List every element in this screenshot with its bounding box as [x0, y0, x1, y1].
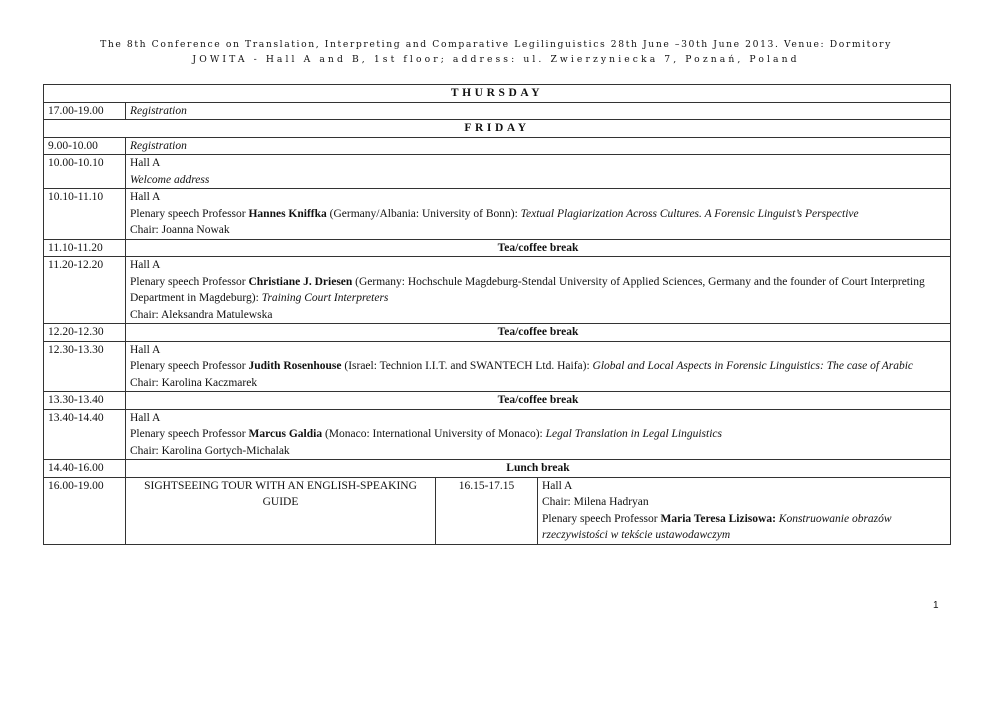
speech-prefix: Plenary speech Professor — [130, 428, 249, 440]
speaker-name: Judith Rosenhouse — [248, 360, 342, 372]
event-cell — [126, 189, 951, 240]
talk-title: Textual Plagiarization Across Cultures. A Forensic Linguist’s Perspective — [520, 207, 859, 220]
speaker-affiliation: (Germany: Hochschule Magdeburg-Stendal University of Applied Sciences, Germany and the founder of Court Interpreting Department in Magdeburg): — [130, 275, 925, 304]
tour-cell: SIGHTSEEING TOUR WITH AN ENGLISH-SPEAKING GUIDE — [126, 477, 436, 544]
time-cell: 16.00-19.00 — [44, 477, 126, 544]
table-row — [44, 137, 951, 155]
speech-prefix: Plenary speech Professor — [542, 512, 661, 525]
speaker-name: Christiane J. Driesen — [248, 275, 353, 288]
break-cell: Lunch break — [126, 460, 951, 478]
chair-line: Chair: Aleksandra Matulewska — [130, 308, 273, 321]
event-cell: Registration — [126, 102, 951, 120]
talk-title: Konstruowanie obrazów rzeczywistości w tekście ustawodawczym — [542, 512, 892, 541]
day-title: THURSDAY — [44, 85, 951, 103]
event-cell — [126, 409, 951, 460]
chair-line: Chair: Milena Hadryan — [542, 496, 649, 508]
break-cell: Tea/coffee break — [126, 392, 951, 410]
speaker-name: Marcus Galdia — [248, 428, 323, 440]
break-cell: Tea/coffee break — [126, 239, 951, 257]
time-cell: 10.00-10.10 — [44, 155, 126, 189]
speaker-name: Maria Teresa Lizisowa: — [660, 512, 776, 525]
subtime-cell: 16.15-17.15 — [436, 477, 538, 544]
header-line-2: JOWITA - Hall A and B, 1st floor; address: ul. Zwierzyniecka 7, Poznań, Poland — [192, 54, 800, 65]
hall-label: Hall A — [130, 191, 161, 203]
time-cell: 11.10-11.20 — [44, 239, 126, 257]
table-row — [44, 392, 951, 410]
talk-title: Global and Local Aspects in Forensic Linguistics: The case of Arabic — [592, 360, 914, 372]
hall-label: Hall A — [130, 411, 161, 424]
time-cell: 12.30-13.30 — [44, 341, 126, 392]
time-cell: 17.00-19.00 — [44, 102, 126, 120]
talk-title: Training Court Interpreters — [261, 292, 389, 304]
speech-prefix: Plenary speech Professor — [130, 360, 249, 372]
talk-title: Legal Translation in Legal Linguistics — [545, 428, 723, 440]
hall-label: Hall A — [130, 343, 161, 356]
table-row — [44, 324, 951, 342]
header-line-1: The 8th Conference on Translation, Interpreting and Comparative Legilinguistics 28th June –30th June 2013. Venue: Dormitory — [100, 39, 892, 50]
speaker-affiliation: (Germany/Albania: University of Bonn): — [326, 207, 521, 220]
event-cell — [126, 257, 951, 324]
speech-prefix: Plenary speech Professor — [130, 207, 249, 220]
table-row — [44, 189, 951, 240]
time-cell: 12.20-12.30 — [44, 324, 126, 342]
speech-prefix: Plenary speech Professor — [130, 275, 249, 288]
day-row-friday — [44, 120, 951, 138]
event-text: Welcome address — [130, 173, 210, 186]
table-row — [44, 155, 951, 189]
table-row — [44, 460, 951, 478]
hall-label: Hall A — [130, 157, 161, 169]
event-cell — [126, 155, 951, 189]
day-row-thursday — [44, 85, 951, 103]
chair-line: Chair: Karolina Gortych-Michalak — [130, 444, 290, 457]
time-cell: 10.10-11.10 — [44, 189, 126, 240]
event-cell: Registration — [126, 137, 951, 155]
table-row — [44, 409, 951, 460]
time-cell: 13.30-13.40 — [44, 392, 126, 410]
table-row — [44, 341, 951, 392]
event-cell — [126, 341, 951, 392]
speaker-affiliation: (Monaco: International University of Monaco): — [322, 428, 546, 440]
schedule-table — [43, 84, 951, 545]
hall-label: Hall A — [542, 479, 573, 492]
table-row — [44, 102, 951, 120]
table-row — [44, 257, 951, 324]
time-cell: 11.20-12.20 — [44, 257, 126, 324]
speaker-name: Hannes Kniffka — [248, 207, 327, 220]
table-row — [44, 239, 951, 257]
speech-line — [130, 426, 946, 443]
speech-line — [130, 206, 946, 223]
speech-line — [130, 358, 946, 375]
day-title: FRIDAY — [44, 120, 951, 138]
hall-label: Hall A — [130, 259, 161, 271]
speech-line — [542, 511, 946, 544]
chair-line: Chair: Karolina Kaczmarek — [130, 376, 258, 389]
event-cell — [538, 477, 951, 544]
table-row — [44, 477, 951, 544]
time-cell: 13.40-14.40 — [44, 409, 126, 460]
time-cell: 14.40-16.00 — [44, 460, 126, 478]
speaker-affiliation: (Israel: Technion I.I.T. and SWANTECH Ltd. Haifa): — [341, 360, 593, 372]
speech-line — [130, 274, 946, 307]
page-number: 1 — [933, 600, 939, 611]
chair-line: Chair: Joanna Nowak — [130, 224, 230, 236]
time-cell: 9.00-10.00 — [44, 137, 126, 155]
page-header — [0, 37, 992, 67]
break-cell: Tea/coffee break — [126, 324, 951, 342]
